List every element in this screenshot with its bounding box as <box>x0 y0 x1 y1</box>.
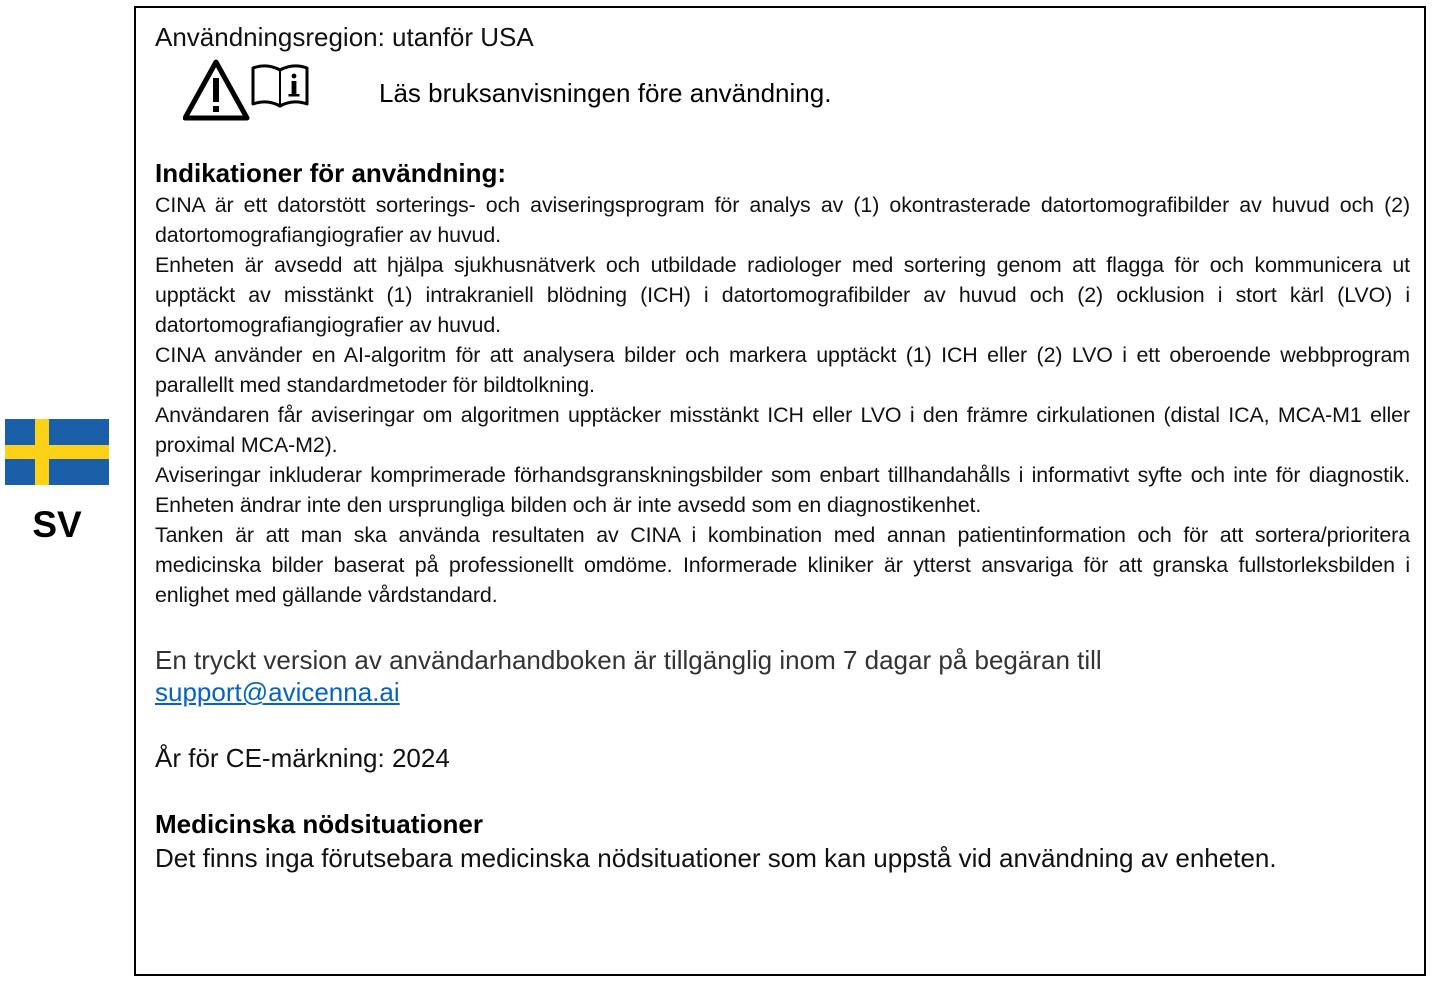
ce-marking-year: År för CE-märkning: 2024 <box>155 743 450 773</box>
emergencies-text: Det finns inga förutsebara medicinska nödsituationer som kan uppstå vid användning av enheten. <box>155 843 1277 873</box>
indication-paragraph: Aviseringar inkluderar komprimerade förhandsgranskningsbilder som enbart tillhandahålls i informativt syfte och inte för diagnostik. Enheten ändrar inte den ursprungliga bilden och är inte avsedd som en diagnostikenhet. <box>155 463 1410 517</box>
sweden-flag-icon <box>5 419 109 485</box>
warning-triangle-icon <box>185 62 247 118</box>
warning-icons <box>183 58 313 122</box>
printed-version-text: En tryckt version av användarhandboken är tillgänglig inom 7 dagar på begäran till <box>155 645 1102 675</box>
indication-paragraph: CINA är ett datorstött sorterings- och aviseringsprogram för analys av (1) okontrasterade datortomografibilder av huvud och (2) datortomografiangiografier av huvud. <box>155 193 1410 247</box>
indication-paragraph: Tanken är att man ska använda resultaten av CINA i kombination med annan patientinformation och för att sortera/prioritera medicinska bilder baserat på professionellt omdöme. Informerade kliniker är ytterst ansvariga för att granska fullstorleksbilden i enlighet med gällande vårdstandard. <box>155 523 1410 607</box>
language-code: SV <box>32 504 82 545</box>
printed-version-notice <box>155 644 1410 708</box>
indications-heading: Indikationer för användning: <box>155 158 507 188</box>
indication-paragraph: Enheten är avsedd att hjälpa sjukhusnätverk och utbildade radiologer med sortering genom att flagga för och kommunicera ut upptäckt av misstänkt (1) intrakraniell blödning (ICH) i datortomografibilder av huvud och (2) ocklusion i stort kärl (LVO) i datortomografiangiografier av huvud. <box>155 253 1410 337</box>
info-manual-icon <box>253 66 307 106</box>
warning-row <box>155 58 1410 128</box>
region-line: Användningsregion: utanför USA <box>155 22 534 52</box>
warning-text: Läs bruksanvisningen före användning. <box>379 78 832 108</box>
indication-paragraph: Användaren får aviseringar om algoritmen upptäcker misstänkt ICH eller LVO i den främre cirkulationen (distal ICA, MCA-M1 eller proximal MCA-M2). <box>155 403 1410 457</box>
support-email-link[interactable]: support@avicenna.ai <box>155 677 400 707</box>
language-indicator <box>5 419 109 547</box>
emergencies-title: Medicinska nödsituationer <box>155 809 483 839</box>
content-frame <box>134 6 1426 976</box>
indication-paragraph: CINA använder en AI-algoritm för att analysera bilder och markera upptäckt (1) ICH eller (2) LVO i ett oberoende webbprogram parallellt med standardmetoder för bildtolkning. <box>155 343 1410 397</box>
indications-body <box>155 190 1410 610</box>
